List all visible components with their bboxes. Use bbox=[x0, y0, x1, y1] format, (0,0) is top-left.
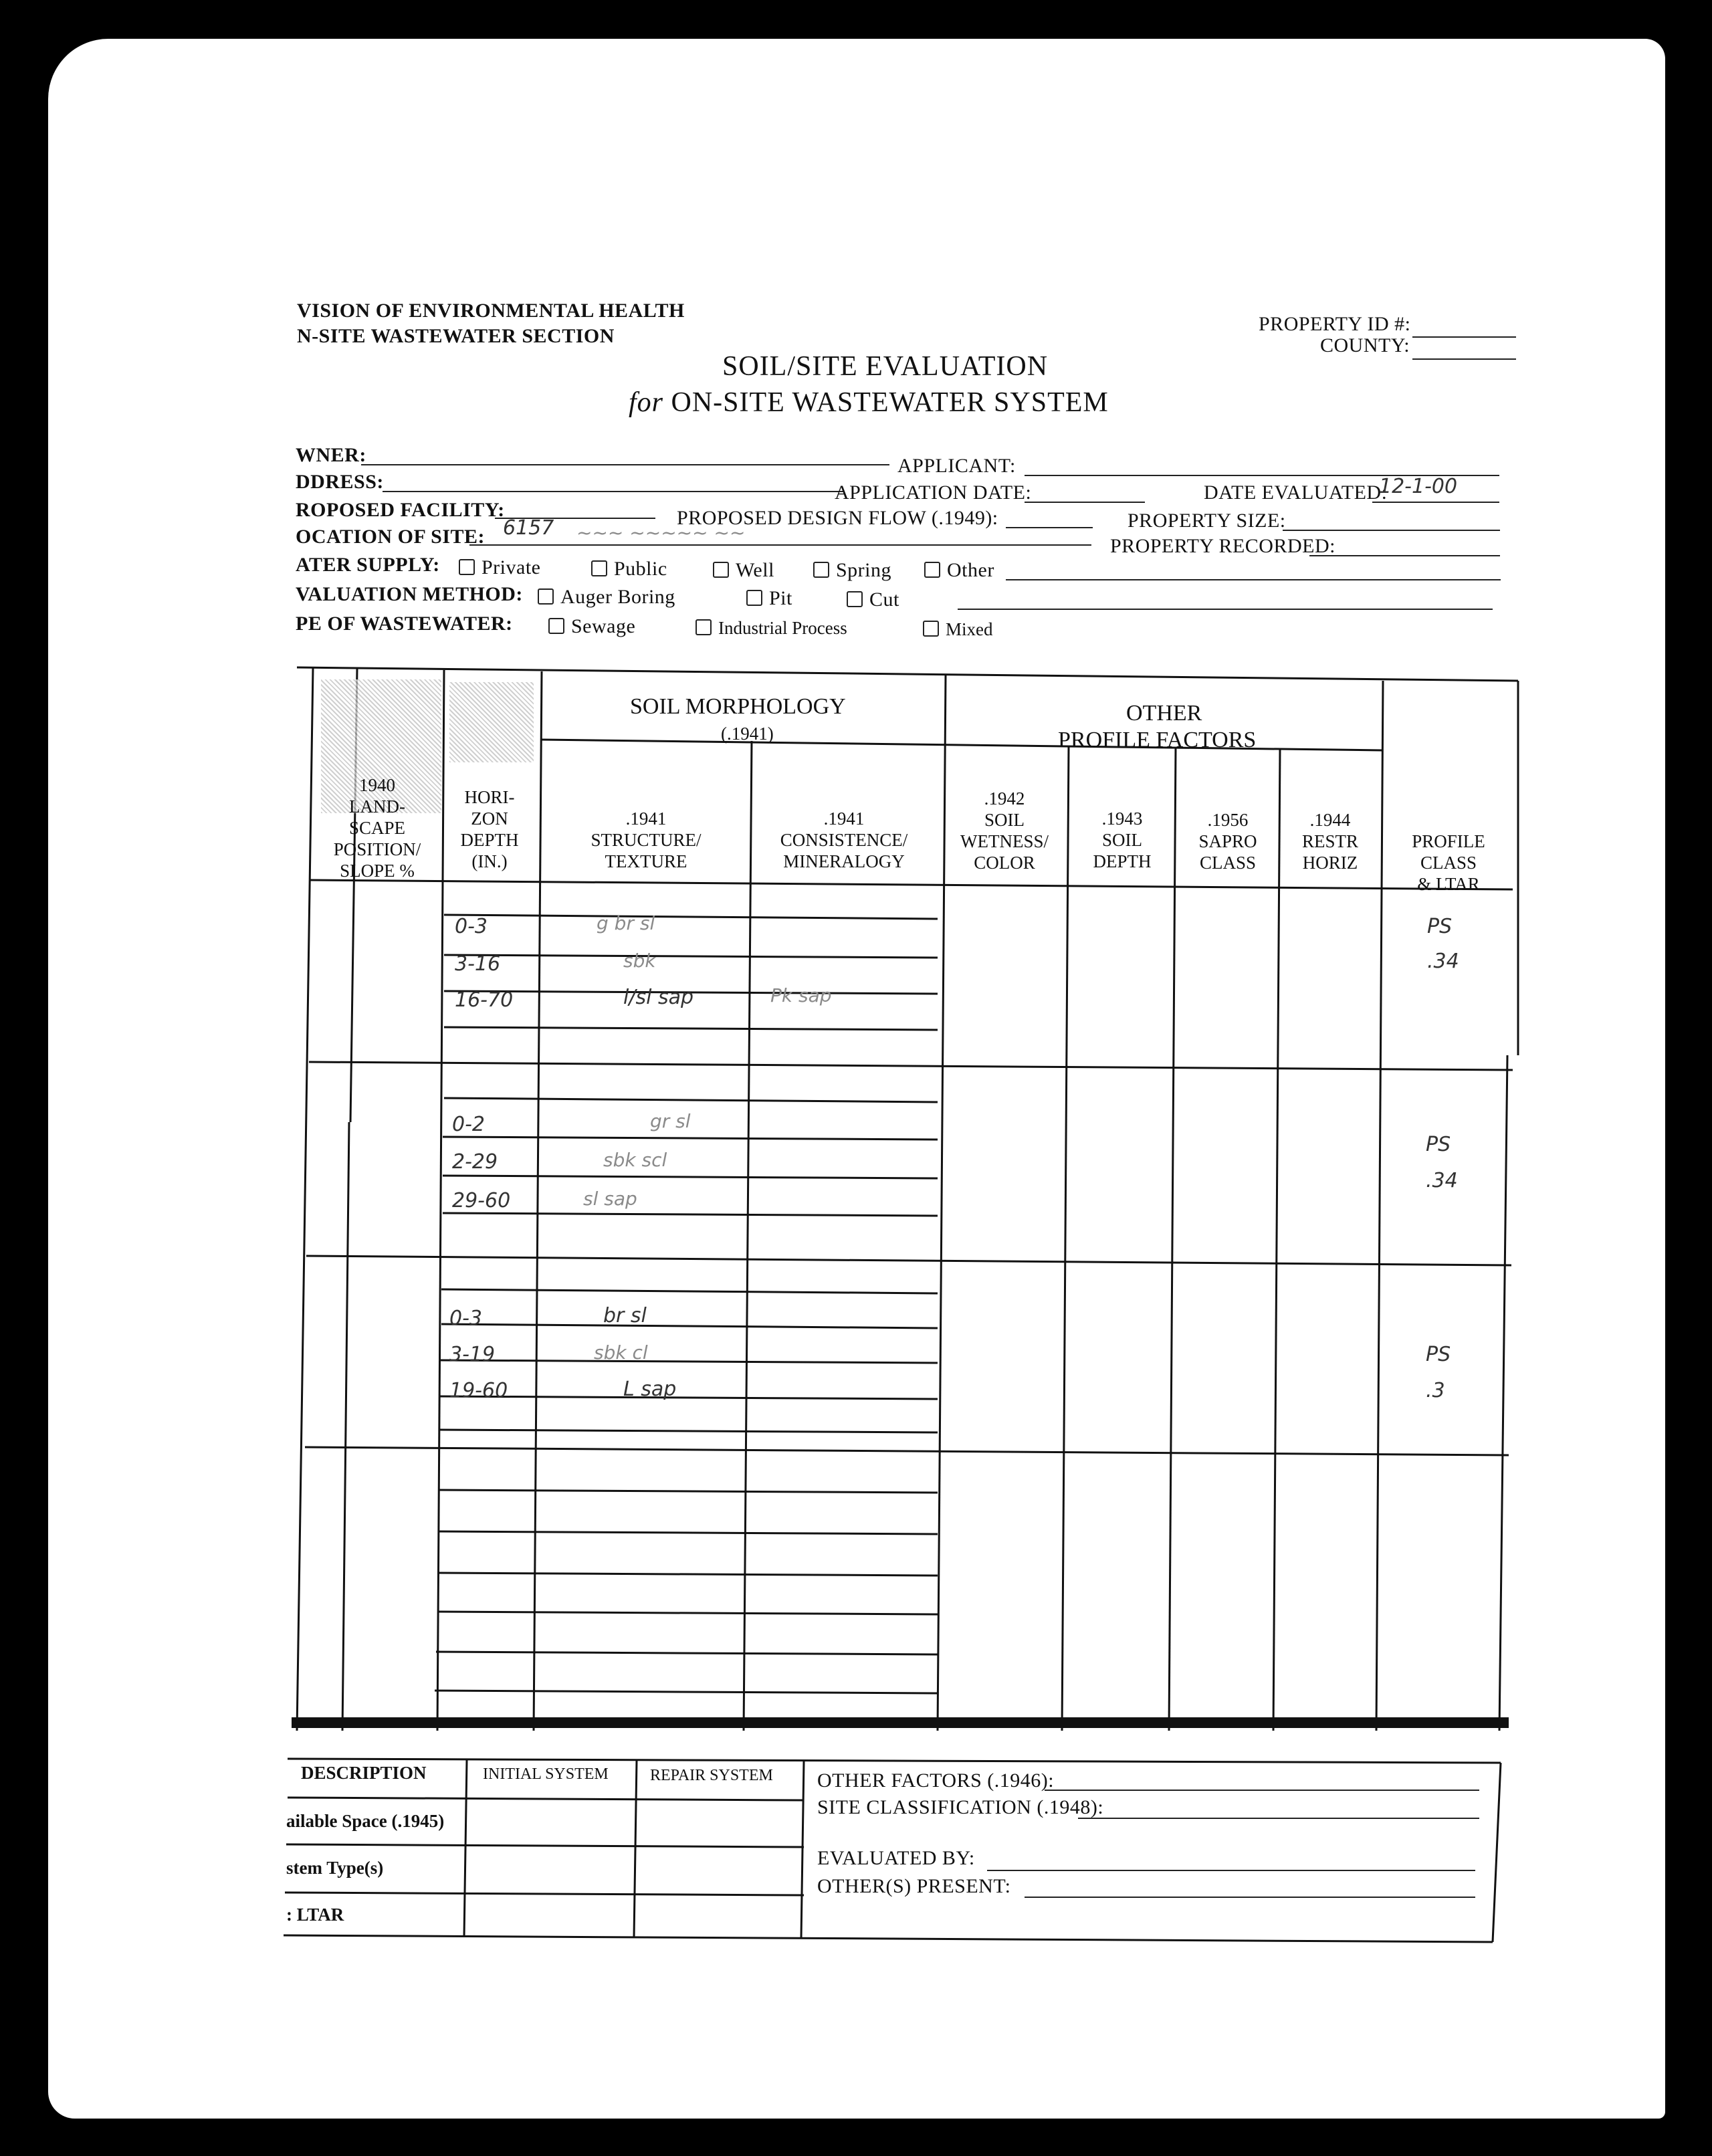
date-evaluated-label: DATE EVALUATED: bbox=[1204, 481, 1388, 504]
county-label: COUNTY: bbox=[1320, 334, 1410, 356]
address-label: DDRESS: bbox=[296, 471, 384, 493]
evaluated-by-label: EVALUATED BY: bbox=[817, 1847, 975, 1869]
p2-texture-3: sl sap bbox=[583, 1188, 637, 1210]
p1-consistence-3: Pk sap bbox=[770, 984, 832, 1006]
location-label: OCATION OF SITE: bbox=[296, 526, 486, 548]
footer-initial-system-header: INITIAL SYSTEM bbox=[483, 1765, 609, 1783]
col-sapro-class: .1956 SAPRO CLASS bbox=[1198, 810, 1257, 873]
water-supply-label: ATER SUPPLY: bbox=[296, 554, 440, 576]
p3-profile-class: PS bbox=[1426, 1343, 1451, 1366]
footer-description-header: DESCRIPTION bbox=[301, 1763, 427, 1783]
col-horizon-depth: HORI- ZON DEPTH (IN.) bbox=[460, 787, 519, 871]
date-evaluated-value: 12-1-00 bbox=[1379, 475, 1458, 498]
p2-ltar: .34 bbox=[1426, 1169, 1458, 1192]
others-present-field[interactable] bbox=[1025, 1897, 1475, 1898]
p2-depth-2: 2-29 bbox=[452, 1150, 498, 1174]
p2-depth-1: 0-2 bbox=[452, 1113, 485, 1136]
subtitle-main: ON-SITE WASTEWATER SYSTEM bbox=[671, 387, 1109, 418]
soil-morphology-heading: SOIL MORPHOLOGY bbox=[630, 694, 846, 719]
wastewater-mixed-option[interactable]: Mixed bbox=[923, 619, 993, 640]
p3-depth-2: 3-19 bbox=[449, 1343, 496, 1366]
p1-depth-3: 16-70 bbox=[455, 988, 514, 1012]
wastewater-type-label: PE OF WASTEWATER: bbox=[296, 613, 513, 635]
p3-texture-3: L sap bbox=[623, 1378, 677, 1401]
wastewater-industrial-option[interactable]: Industrial Process bbox=[696, 618, 847, 639]
water-well-option[interactable]: Well bbox=[713, 559, 774, 582]
other-factors-label: OTHER FACTORS (.1946): bbox=[817, 1769, 1055, 1792]
design-flow-label: PROPOSED DESIGN FLOW (.1949): bbox=[677, 507, 998, 529]
p3-ltar: .3 bbox=[1426, 1379, 1445, 1402]
evaluation-method-label: VALUATION METHOD: bbox=[296, 583, 523, 605]
p2-texture-2: sbk scl bbox=[603, 1149, 667, 1171]
col-profile-class: PROFILE CLASS & LTAR bbox=[1412, 831, 1485, 894]
p1-depth-1: 0-3 bbox=[455, 915, 488, 938]
property-id-label: PROPERTY ID #: bbox=[1259, 313, 1411, 335]
footer-repair-system-header: REPAIR SYSTEM bbox=[650, 1767, 773, 1784]
other-factors-field[interactable] bbox=[1045, 1790, 1479, 1791]
applicant-label: APPLICANT: bbox=[897, 455, 1016, 477]
evaluated-by-field[interactable] bbox=[987, 1870, 1475, 1871]
footer-available-space-label: ailable Space (.1945) bbox=[286, 1811, 445, 1831]
p3-texture-1: br sl bbox=[603, 1304, 647, 1327]
proposed-facility-label: ROPOSED FACILITY: bbox=[296, 499, 505, 521]
p1-texture-1: g br sl bbox=[597, 912, 655, 934]
method-pit-option[interactable]: Pit bbox=[746, 587, 792, 610]
site-classification-field[interactable] bbox=[1078, 1818, 1479, 1819]
section-heading: N-SITE WASTEWATER SECTION bbox=[297, 325, 615, 347]
scanned-form-page bbox=[48, 39, 1665, 2119]
other-profile-heading-1: OTHER bbox=[1126, 701, 1202, 726]
soil-morphology-code: (.1941) bbox=[721, 724, 774, 744]
site-classification-label: SITE CLASSIFICATION (.1948): bbox=[817, 1796, 1104, 1818]
footer-ltar-label: : LTAR bbox=[286, 1905, 344, 1925]
col-restr-horiz: .1944 RESTR HORIZ bbox=[1301, 810, 1359, 873]
p1-texture-2: sbk bbox=[623, 950, 656, 972]
col-landscape-position: 1940 LAND- SCAPE POSITION/ SLOPE % bbox=[333, 775, 421, 881]
owner-label: WNER: bbox=[296, 444, 366, 466]
p2-texture-1: gr sl bbox=[650, 1110, 691, 1132]
water-public-option[interactable]: Public bbox=[591, 558, 667, 580]
col-structure-texture: .1941 STRUCTURE/ TEXTURE bbox=[591, 808, 702, 871]
p3-texture-2: sbk cl bbox=[594, 1341, 648, 1364]
subtitle-for: for bbox=[629, 387, 664, 418]
col-soil-depth: .1943 SOIL DEPTH bbox=[1093, 808, 1152, 871]
water-private-option[interactable]: Private bbox=[459, 556, 540, 579]
location-scrawl: ~~~ ~~~~~ ~~ bbox=[576, 522, 746, 544]
water-spring-option[interactable]: Spring bbox=[813, 559, 891, 582]
water-other-option[interactable]: Other bbox=[924, 559, 994, 582]
application-date-label: APPLICATION DATE: bbox=[835, 481, 1032, 504]
col-consistence-mineralogy: .1941 CONSISTENCE/ MINERALOGY bbox=[780, 808, 908, 871]
p2-depth-3: 29-60 bbox=[452, 1189, 511, 1212]
property-recorded-label: PROPERTY RECORDED: bbox=[1110, 535, 1335, 557]
property-size-label: PROPERTY SIZE: bbox=[1128, 510, 1286, 532]
p1-ltar: .34 bbox=[1427, 950, 1459, 973]
others-present-label: OTHER(S) PRESENT: bbox=[817, 1875, 1011, 1897]
method-auger-option[interactable]: Auger Boring bbox=[538, 586, 675, 609]
p1-profile-class: PS bbox=[1427, 915, 1453, 938]
p1-depth-2: 3-16 bbox=[455, 952, 501, 976]
footer-system-type-label: stem Type(s) bbox=[286, 1858, 384, 1878]
method-cut-option[interactable]: Cut bbox=[847, 588, 899, 611]
col-soil-wetness: .1942 SOIL WETNESS/ COLOR bbox=[960, 788, 1049, 873]
p1-texture-3: l/sl sap bbox=[623, 986, 693, 1009]
division-heading: VISION OF ENVIRONMENTAL HEALTH bbox=[297, 300, 685, 322]
location-value: 6157 bbox=[503, 516, 554, 540]
other-profile-heading-2: PROFILE FACTORS bbox=[1058, 728, 1257, 752]
p3-depth-1: 0-3 bbox=[449, 1307, 482, 1330]
p3-depth-3: 19-60 bbox=[449, 1379, 508, 1402]
wastewater-sewage-option[interactable]: Sewage bbox=[548, 615, 635, 638]
p2-profile-class: PS bbox=[1426, 1133, 1451, 1156]
form-title: SOIL/SITE EVALUATION bbox=[722, 351, 1049, 382]
